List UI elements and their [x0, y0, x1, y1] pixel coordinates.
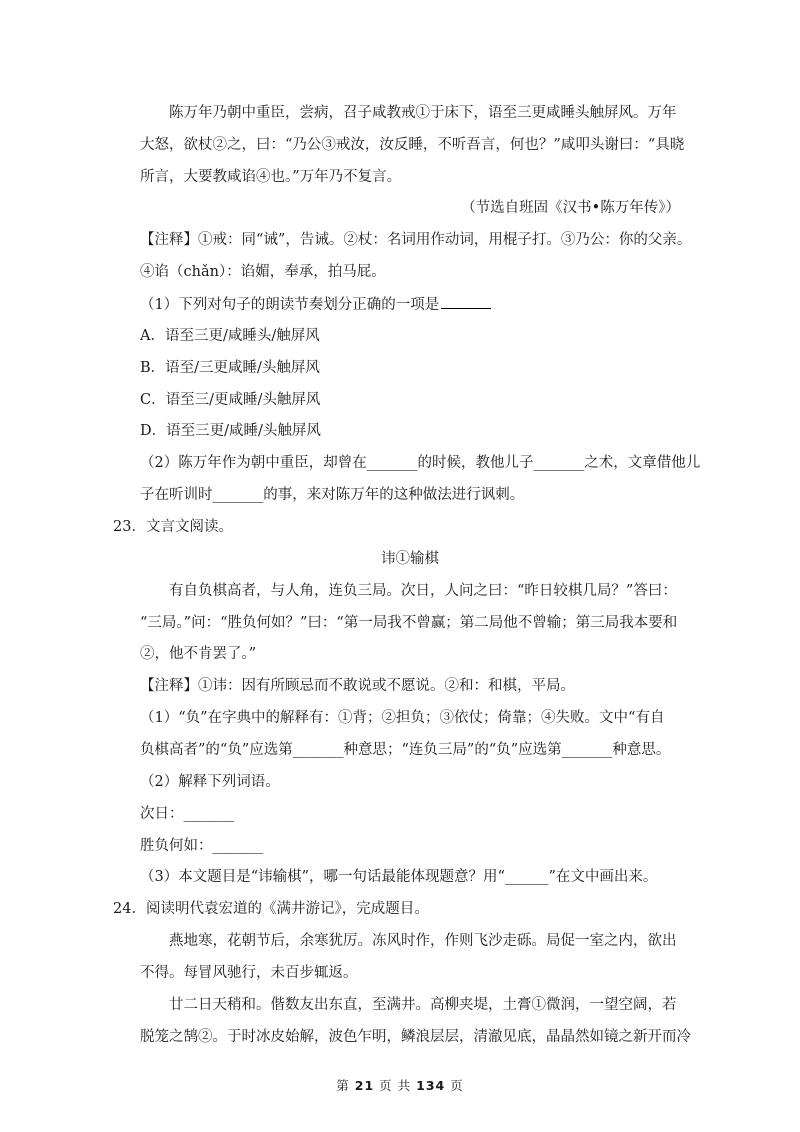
- page-footer: [0, 1078, 800, 1094]
- text-line: 燕地寒，花朝节后，余寒犹厉。冻风时作，作则飞沙走砾。局促一室之内，欲出: [169, 933, 677, 949]
- source-citation: （节选自班固《汉书•陈万年传》）: [461, 200, 680, 216]
- question-line: 次日：_______: [140, 806, 235, 822]
- text-line: 廿二日天稍和。偕数友出东直，至满井。高柳夹堤，土膏①微润，一望空阔，若: [169, 997, 677, 1013]
- footer-suffix: 页: [450, 1078, 464, 1093]
- question-line: 子在听训时_______的事，来对陈万年的这种做法进行讽刺。: [140, 487, 525, 503]
- option-b: B．语至/三更咸睡/头触屏风: [140, 360, 320, 376]
- question-line: 负棋高者”的“负”应选第_______种意思；“连负三局”的“负”应选第_______种意思。: [140, 742, 671, 758]
- question-line: 胜负何如：_______: [140, 838, 264, 854]
- option-a: A．语至三更/咸睡头/触屏风: [140, 328, 320, 344]
- question-line: （1）“负”在字典中的解释有：①背；②担负；③依仗；倚靠；④失败。文中“有自: [140, 710, 665, 726]
- text-line: 大怒，欲杖②之，曰：“乃公③戒汝，汝反睡，不听吾言，何也？”咸叩头谢曰：“具晓: [140, 137, 685, 153]
- footer-prefix: 第: [336, 1078, 350, 1093]
- text-line: ②，他不肯罢了。”: [140, 646, 257, 662]
- question-heading: 24．阅读明代袁宏道的《满井游记》，完成题目。: [113, 901, 429, 917]
- annotation-line: 【注释】①讳：因有所顾忌而不敢说或不愿说。②和：和棋，平局。: [140, 678, 575, 694]
- annotation-line: ④谄（chǎn）：谄媚，奉承，拍马屁。: [140, 264, 386, 280]
- passage-title: 讳①输棋: [381, 551, 439, 567]
- text-line: 陈万年乃朝中重臣，尝病，召子咸教戒①于床下，语至三更咸睡头触屏风。万年: [169, 105, 677, 121]
- option-c: C．语至三/更咸睡/头触屏风: [140, 392, 321, 408]
- question-heading: 23．文言文阅读。: [113, 519, 233, 535]
- text-line: 脱笼之鹄②。于时冰皮始解，波色乍明，鳞浪层层，清澈见底，晶晶然如镜之新开而冷: [140, 1029, 691, 1045]
- question-line: （2）解释下列词语。: [140, 774, 280, 790]
- text-line: 所言，大要教咸谄④也。”万年乃不复言。: [140, 169, 402, 185]
- text-line: 不得。每冒风驰行，未百步辄返。: [140, 965, 358, 981]
- question-line: （2）陈万年作为朝中重臣，却曾在_______的时候，教他儿子_______之术，文章借他儿: [140, 455, 701, 471]
- option-d: D．语至三更/咸睡/头触屏风: [140, 423, 321, 439]
- text-line: “三局。”问：“胜负何如？”曰：“第一局我不曾赢；第二局他不曾输；第三局我本要和: [140, 615, 678, 631]
- question-line: （3）本文题目是“讳输棋”，哪一句话最能体现题意？用“______”在文中画出来。: [140, 869, 658, 885]
- question-text: （1）下列对句子的朗读节奏划分正确的一项是: [140, 297, 440, 313]
- footer-mid: 页 共: [379, 1078, 412, 1093]
- question-line: [140, 294, 680, 315]
- total-pages: 134: [416, 1078, 446, 1093]
- text-line: 有自负棋高者，与人角，连负三局。次日，人问之曰：“昨日较棋几局？”答曰：: [169, 583, 677, 599]
- answer-blank: [441, 294, 491, 309]
- annotation-line: 【注释】①戒：同“诫”，告诫。②杖：名词用作动词，用棍子打。③乃公：你的父亲。: [140, 232, 692, 248]
- page-number: 21: [354, 1078, 375, 1093]
